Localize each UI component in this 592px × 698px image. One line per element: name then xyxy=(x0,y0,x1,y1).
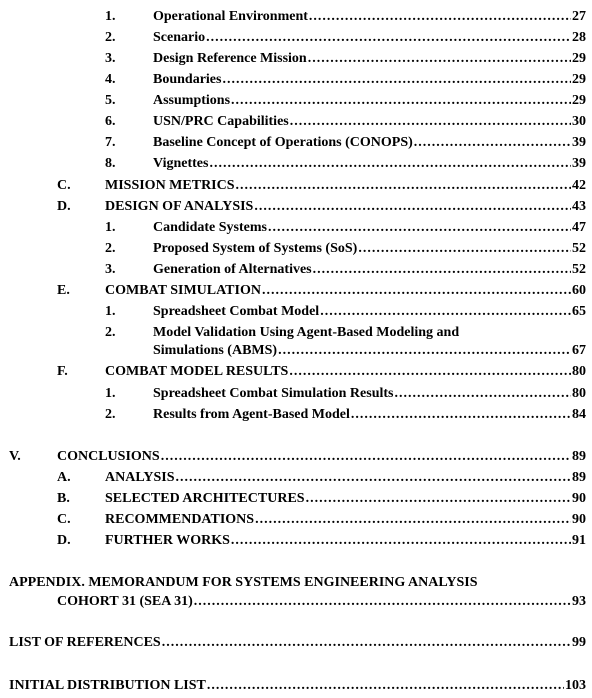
entry-page: 103 xyxy=(565,678,586,693)
entry-title-continued: COHORT 31 (SEA 31) xyxy=(57,594,193,609)
toc-entry[interactable] xyxy=(0,261,592,279)
entry-page: 29 xyxy=(572,72,586,87)
entry-page: 29 xyxy=(572,93,586,108)
entry-title: LIST OF REFERENCES xyxy=(9,635,161,650)
entry-page: 67 xyxy=(572,343,586,358)
dot-leader xyxy=(320,303,571,321)
entry-title: COMBAT MODEL RESULTS xyxy=(105,364,289,379)
entry-title: USN/PRC Capabilities xyxy=(153,114,289,129)
toc-entry[interactable] xyxy=(0,155,592,173)
entry-title: Baseline Concept of Operations (CONOPS) xyxy=(153,135,413,150)
entry-number: E. xyxy=(57,283,70,298)
dot-leader xyxy=(161,448,571,466)
dot-leader xyxy=(194,593,571,611)
entry-title: ANALYSIS xyxy=(105,470,175,485)
entry-title: FURTHER WORKS xyxy=(105,533,230,548)
entry-title: Spreadsheet Combat Simulation Results xyxy=(153,386,394,401)
entry-title: Spreadsheet Combat Model xyxy=(153,304,320,319)
toc-entry[interactable] xyxy=(0,8,592,26)
entry-title: Operational Environment xyxy=(153,9,308,24)
entry-page: 84 xyxy=(572,407,586,422)
toc-entry[interactable] xyxy=(0,574,592,592)
entry-number: 5. xyxy=(105,93,116,108)
dot-leader xyxy=(308,50,571,68)
entry-number: 8. xyxy=(105,156,116,171)
dot-leader xyxy=(236,177,571,195)
entry-number: 6. xyxy=(105,114,116,129)
dot-leader xyxy=(395,385,572,403)
entry-title-continued: Simulations (ABMS) xyxy=(153,343,278,358)
entry-title: APPENDIX. MEMORANDUM FOR SYSTEMS ENGINEERING ANALYSIS xyxy=(9,575,478,590)
entry-number: 2. xyxy=(105,241,116,256)
dot-leader xyxy=(231,92,571,110)
dot-leader xyxy=(289,363,571,381)
toc-entry-continuation[interactable] xyxy=(0,342,592,360)
entry-title: MISSION METRICS xyxy=(105,178,235,193)
toc-entry[interactable] xyxy=(0,469,592,487)
entry-page: 91 xyxy=(572,533,586,548)
entry-page: 30 xyxy=(572,114,586,129)
entry-title: Results from Agent-Based Model xyxy=(153,407,350,422)
entry-number: 2. xyxy=(105,407,116,422)
entry-title: SELECTED ARCHITECTURES xyxy=(105,491,305,506)
toc-entry[interactable] xyxy=(0,282,592,300)
toc-entry[interactable] xyxy=(0,634,592,652)
entry-number: 1. xyxy=(105,220,116,235)
dot-leader xyxy=(176,469,571,487)
entry-page: 39 xyxy=(572,156,586,171)
entry-number: C. xyxy=(57,512,71,527)
entry-page: 29 xyxy=(572,51,586,66)
entry-title: Generation of Alternatives xyxy=(153,262,312,277)
entry-title: Candidate Systems xyxy=(153,220,267,235)
entry-page: 80 xyxy=(572,364,586,379)
entry-title: RECOMMENDATIONS xyxy=(105,512,255,527)
entry-page: 52 xyxy=(572,262,586,277)
dot-leader xyxy=(231,532,571,550)
entry-page: 89 xyxy=(572,449,586,464)
entry-title: Model Validation Using Agent-Based Modeling and xyxy=(153,325,460,340)
toc-entry[interactable] xyxy=(0,240,592,258)
toc-entry[interactable] xyxy=(0,511,592,529)
entry-number: 2. xyxy=(105,325,116,340)
toc-entry-continuation[interactable] xyxy=(0,593,592,611)
entry-page: 27 xyxy=(572,9,586,24)
entry-page: 65 xyxy=(572,304,586,319)
toc-entry[interactable] xyxy=(0,71,592,89)
entry-page: 42 xyxy=(572,178,586,193)
entry-number: 2. xyxy=(105,30,116,45)
entry-page: 47 xyxy=(572,220,586,235)
entry-page: 43 xyxy=(572,199,586,214)
entry-page: 89 xyxy=(572,470,586,485)
entry-number: 3. xyxy=(105,262,116,277)
dot-leader xyxy=(222,71,571,89)
entry-number: 1. xyxy=(105,9,116,24)
toc-entry[interactable] xyxy=(0,113,592,131)
entry-number: 4. xyxy=(105,72,116,87)
entry-title: CONCLUSIONS xyxy=(57,449,160,464)
dot-leader xyxy=(207,677,564,695)
entry-number: 7. xyxy=(105,135,116,150)
dot-leader xyxy=(162,634,571,652)
toc-entry[interactable] xyxy=(0,303,592,321)
toc-entry[interactable] xyxy=(0,50,592,68)
entry-number: D. xyxy=(57,533,71,548)
toc-entry[interactable] xyxy=(0,677,592,695)
dot-leader xyxy=(262,282,571,300)
dot-leader xyxy=(358,240,571,258)
dot-leader xyxy=(255,511,571,529)
entry-page: 90 xyxy=(572,512,586,527)
dot-leader xyxy=(306,490,571,508)
entry-page: 60 xyxy=(572,283,586,298)
toc-entry[interactable] xyxy=(0,198,592,216)
entry-number: 3. xyxy=(105,51,116,66)
toc-entry[interactable] xyxy=(0,490,592,508)
dot-leader xyxy=(290,113,571,131)
entry-title: COMBAT SIMULATION xyxy=(105,283,261,298)
dot-leader xyxy=(209,155,571,173)
dot-leader xyxy=(309,8,571,26)
dot-leader xyxy=(351,406,571,424)
toc-entry[interactable] xyxy=(0,448,592,466)
entry-title: Design Reference Mission xyxy=(153,51,307,66)
toc-entry[interactable] xyxy=(0,324,592,342)
entry-title: Boundaries xyxy=(153,72,222,87)
entry-number: 1. xyxy=(105,304,116,319)
entry-page: 39 xyxy=(572,135,586,150)
entry-title: Proposed System of Systems (SoS) xyxy=(153,241,358,256)
toc-entry[interactable] xyxy=(0,92,592,110)
toc-entry[interactable] xyxy=(0,177,592,195)
entry-number: V. xyxy=(9,449,21,464)
toc-entry[interactable] xyxy=(0,532,592,550)
entry-page: 93 xyxy=(572,594,586,609)
entry-number: 1. xyxy=(105,386,116,401)
entry-number: C. xyxy=(57,178,71,193)
dot-leader xyxy=(268,219,571,237)
entry-number: D. xyxy=(57,199,71,214)
entry-title: Assumptions xyxy=(153,93,231,108)
toc-entry[interactable] xyxy=(0,385,592,403)
toc-entry[interactable] xyxy=(0,406,592,424)
entry-page: 80 xyxy=(572,386,586,401)
entry-page: 99 xyxy=(572,635,586,650)
entry-title: DESIGN OF ANALYSIS xyxy=(105,199,254,214)
entry-title: Scenario xyxy=(153,30,206,45)
dot-leader xyxy=(278,342,571,360)
entry-number: A. xyxy=(57,470,71,485)
toc-entry[interactable] xyxy=(0,29,592,47)
entry-page: 52 xyxy=(572,241,586,256)
dot-leader xyxy=(313,261,571,279)
dot-leader xyxy=(414,134,571,152)
entry-number: F. xyxy=(57,364,68,379)
toc-entry[interactable] xyxy=(0,363,592,381)
entry-title: Vignettes xyxy=(153,156,209,171)
toc-entry[interactable] xyxy=(0,219,592,237)
dot-leader xyxy=(206,29,571,47)
entry-page: 90 xyxy=(572,491,586,506)
toc-entry[interactable] xyxy=(0,134,592,152)
entry-number: B. xyxy=(57,491,70,506)
dot-leader xyxy=(254,198,571,216)
entry-title: INITIAL DISTRIBUTION LIST xyxy=(9,678,206,693)
entry-page: 28 xyxy=(572,30,586,45)
